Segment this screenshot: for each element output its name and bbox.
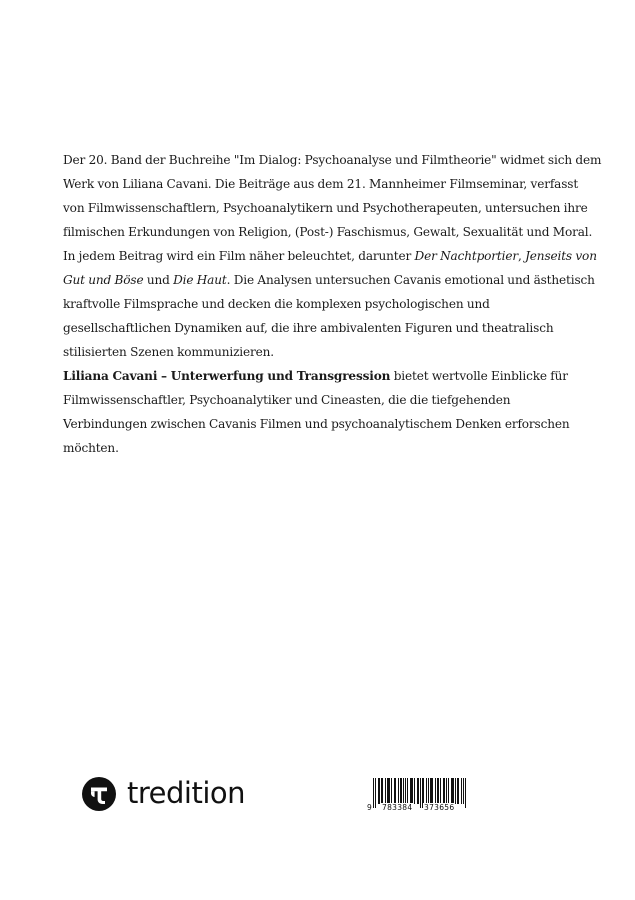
barcode-bar [395,778,396,804]
barcode-bar [423,778,424,804]
barcode-bar [379,778,380,804]
barcode-bar [414,778,415,804]
film-title-jenseits-part2: Gut und Böse [63,273,144,287]
back-cover-blurb [63,148,602,460]
film-title-nachtportier: Der Nachtportier [414,249,518,263]
publisher-logo [82,776,245,812]
barcode-bar [444,778,445,804]
barcode-bar [391,778,392,804]
barcode-bar [394,778,395,804]
barcode-bar [463,778,464,804]
barcode-bar [381,778,382,804]
isbn-barcode [367,778,467,812]
barcode-bar [418,778,419,804]
barcode-bar [431,778,432,804]
barcode-bar [457,778,458,804]
barcode-digit-group-2: 373656 [424,803,455,812]
blurb-line: kraftvolle Filmsprache und decken die komplexen psychologischen und [63,297,490,311]
film-title-jenseits-part1: Jenseits von [525,249,597,263]
blurb-line: Verbindungen zwischen Cavanis Filmen und psychoanalytischem Denken erforschen [63,417,570,431]
barcode-bar [417,778,418,804]
blurb-line: Filmwissenschaftler, Psychoanalytiker und Cineasten, die die tiefgehenden [63,393,511,407]
barcode-digits [367,803,467,813]
barcode-bar [400,778,401,804]
barcode-bar [410,778,411,804]
barcode-bar [438,778,439,804]
barcode-bar [398,778,399,804]
barcode-bar [378,778,379,804]
barcode-bar [440,778,441,804]
blurb-line: stilisierten Szenen kommunizieren. [63,345,274,359]
blurb-line: Der 20. Band der Buchreihe "Im Dialog: Psychoanalyse und Filmtheorie" widmet sich dem [63,153,602,167]
blurb-paragraph-1 [63,148,602,364]
blurb-line: filmischen Erkundungen von Religion, (Post-) Faschismus, Gewalt, Sexualität und Moral. [63,225,593,239]
blurb-line: von Filmwissenschaftlern, Psychoanalytikern und Psychotherapeuten, untersuchen ihre [63,201,588,215]
tredition-logo-icon [82,777,116,811]
blurb-line [63,244,597,268]
barcode-bar [388,778,389,804]
blurb-text: und [143,273,174,287]
barcode-bar [432,778,433,804]
blurb-text: , [518,249,526,263]
barcode-bar [446,778,447,804]
barcode-bar [411,778,412,804]
blurb-line [63,268,595,292]
barcode-bar [385,778,386,804]
barcode-bar [458,778,459,804]
publisher-name: tredition [127,775,246,810]
barcode-bar [461,778,462,804]
barcode-bar [455,778,456,804]
barcode-bar [428,778,429,804]
barcode-bar [430,778,431,804]
barcode-bar [426,778,427,804]
barcode-bar [389,778,390,804]
blurb-text: In jedem Beitrag wird ein Film näher beleuchtet, darunter [63,249,415,263]
blurb-text: . Die Analysen untersuchen Cavanis emotional und ästhetisch [226,273,595,287]
blurb-line: Werk von Liliana Cavani. Die Beiträge aus dem 21. Mannheimer Filmseminar, verfasst [63,177,579,191]
barcode-bar [443,778,444,804]
barcode-bar [452,778,453,804]
barcode-bar [453,778,454,804]
barcode-digit-group-1: 783384 [382,803,413,812]
blurb-line: möchten. [63,441,119,455]
blurb-line [63,364,568,388]
barcode-bar [451,778,452,804]
barcode-bar [437,778,438,804]
barcode-bar [403,778,404,804]
barcode-bar [405,778,406,804]
barcode-bar [448,778,449,804]
barcode-bar [435,778,436,804]
barcode-bar [412,778,413,804]
barcode-bar [387,778,388,804]
blurb-paragraph-2 [63,364,570,460]
book-title: Liliana Cavani – Unterwerfung und Transgression [63,369,391,383]
blurb-line: gesellschaftlichen Dynamiken auf, die ihre ambivalenten Figuren und theatralisch [63,321,554,335]
barcode-bar [401,778,402,804]
barcode-lead-digit: 9 [367,803,372,812]
barcode-bar [407,778,408,804]
film-title-die-haut: Die Haut [173,273,227,287]
barcode-bar [382,778,383,804]
blurb-text: bietet wertvolle Einblicke für [390,369,568,383]
